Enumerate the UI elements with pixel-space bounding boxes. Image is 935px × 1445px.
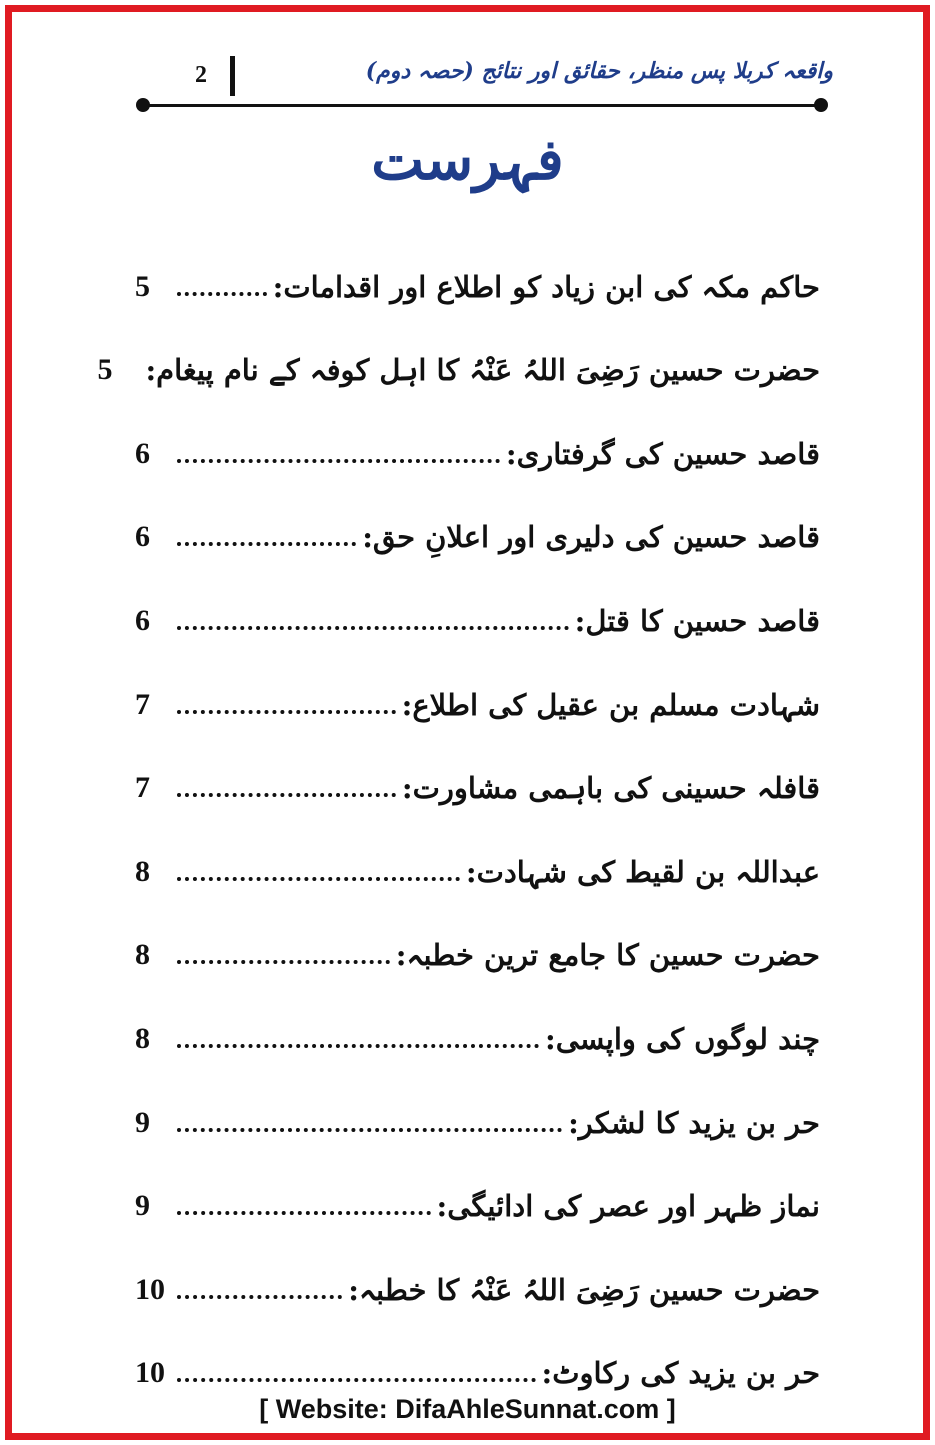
toc-leader-dots bbox=[177, 792, 396, 797]
toc-entry-title: حاکم مکہ کی ابن زیاد کو اطلاع اور اقدامات: bbox=[272, 269, 820, 304]
toc-entry-page: 6 bbox=[135, 603, 150, 637]
toc-entry-page: 6 bbox=[135, 436, 150, 470]
toc-entry[interactable] bbox=[135, 819, 820, 903]
toc-entry-page: 7 bbox=[135, 687, 150, 721]
toc-entry-page: 9 bbox=[135, 1189, 150, 1223]
toc-entry-title: چند لوگوں کی واپسی: bbox=[545, 1021, 820, 1056]
toc-entry-page: 10 bbox=[135, 1272, 165, 1306]
toc-entry-title: قاصد حسین کا قتل: bbox=[574, 603, 820, 638]
toc-entry[interactable] bbox=[135, 903, 820, 987]
toc-entry-page: 5 bbox=[97, 353, 113, 387]
toc-entry[interactable] bbox=[135, 1070, 820, 1154]
toc-leader-dots bbox=[177, 709, 396, 714]
toc-entry-page: 10 bbox=[135, 1356, 165, 1390]
toc-leader-dots bbox=[177, 458, 500, 463]
toc-leader-dots bbox=[177, 959, 390, 964]
toc-leader-dots bbox=[177, 1294, 342, 1299]
book-title: واقعہ کربلا پس منظر، حقائق اور نتائج (حصہ دوم) bbox=[365, 58, 833, 84]
rule-end-dot bbox=[814, 98, 828, 112]
rule-end-dot bbox=[136, 98, 150, 112]
toc-leader-dots bbox=[177, 1043, 539, 1048]
toc-entry-title: حر بن یزید کا لشکر: bbox=[568, 1105, 820, 1140]
toc-entry-title: قافلہ حسینی کی باہمی مشاورت: bbox=[401, 771, 820, 806]
toc-entry[interactable] bbox=[135, 1154, 820, 1238]
page-number: 2 bbox=[195, 62, 207, 88]
toc-entry[interactable] bbox=[97, 318, 820, 402]
toc-entry-page: 8 bbox=[135, 1021, 150, 1055]
toc-leader-dots bbox=[177, 1210, 431, 1215]
toc-entry-title: قاصد حسین کی دلیری اور اعلانِ حق: bbox=[362, 520, 820, 555]
toc-leader-dots bbox=[177, 541, 356, 546]
toc-entry[interactable] bbox=[135, 568, 820, 652]
toc-entry-title: نماز ظہر اور عصر کی ادائیگی: bbox=[436, 1189, 820, 1224]
toc-entry-title: قاصد حسین کی گرفتاری: bbox=[505, 436, 820, 471]
toc-entry[interactable] bbox=[135, 234, 820, 318]
toc-leader-dots bbox=[177, 1377, 536, 1382]
toc-entry-title: شہادت مسلم بن عقیل کی اطلاع: bbox=[401, 687, 820, 722]
toc-entry-title: حضرت حسین کا جامع ترین خطبہ: bbox=[395, 938, 820, 973]
toc-entry[interactable] bbox=[135, 736, 820, 820]
toc-leader-dots bbox=[177, 291, 267, 296]
page-number-divider bbox=[230, 56, 235, 96]
toc-entry-page: 9 bbox=[135, 1105, 150, 1139]
toc-entry-page: 6 bbox=[135, 520, 150, 554]
toc-leader-dots bbox=[177, 876, 460, 881]
table-of-contents bbox=[97, 234, 820, 1404]
toc-entry-page: 8 bbox=[135, 854, 150, 888]
toc-entry-page: 8 bbox=[135, 938, 150, 972]
header-rule bbox=[142, 104, 822, 107]
toc-entry-title: حر بن یزید کی رکاوٹ: bbox=[541, 1356, 820, 1391]
page-header bbox=[12, 52, 923, 108]
toc-entry-title: حضرت حسین رَضِیَ اللہُ عَنْہُ کا خطبہ: bbox=[348, 1272, 820, 1307]
page-frame bbox=[5, 5, 930, 1440]
toc-entry-page: 7 bbox=[135, 771, 150, 805]
toc-leader-dots bbox=[177, 1127, 562, 1132]
toc-entry[interactable] bbox=[135, 1237, 820, 1321]
toc-entry-page: 5 bbox=[135, 269, 150, 303]
toc-entry-title: عبداللہ بن لقیط کی شہادت: bbox=[465, 854, 820, 889]
website-footer: [ Website: DifaAhleSunnat.com ] bbox=[259, 1394, 676, 1424]
toc-entry[interactable] bbox=[135, 1321, 820, 1405]
toc-entry[interactable] bbox=[135, 485, 820, 569]
toc-entry[interactable] bbox=[135, 652, 820, 736]
contents-heading: فہرست bbox=[371, 127, 564, 193]
toc-leader-dots bbox=[177, 625, 569, 630]
toc-entry[interactable] bbox=[135, 401, 820, 485]
toc-entry-title: حضرت حسین رَضِیَ اللہُ عَنْہُ کا اہل کوفہ کے نام پیغام: bbox=[145, 353, 820, 388]
toc-entry[interactable] bbox=[135, 986, 820, 1070]
